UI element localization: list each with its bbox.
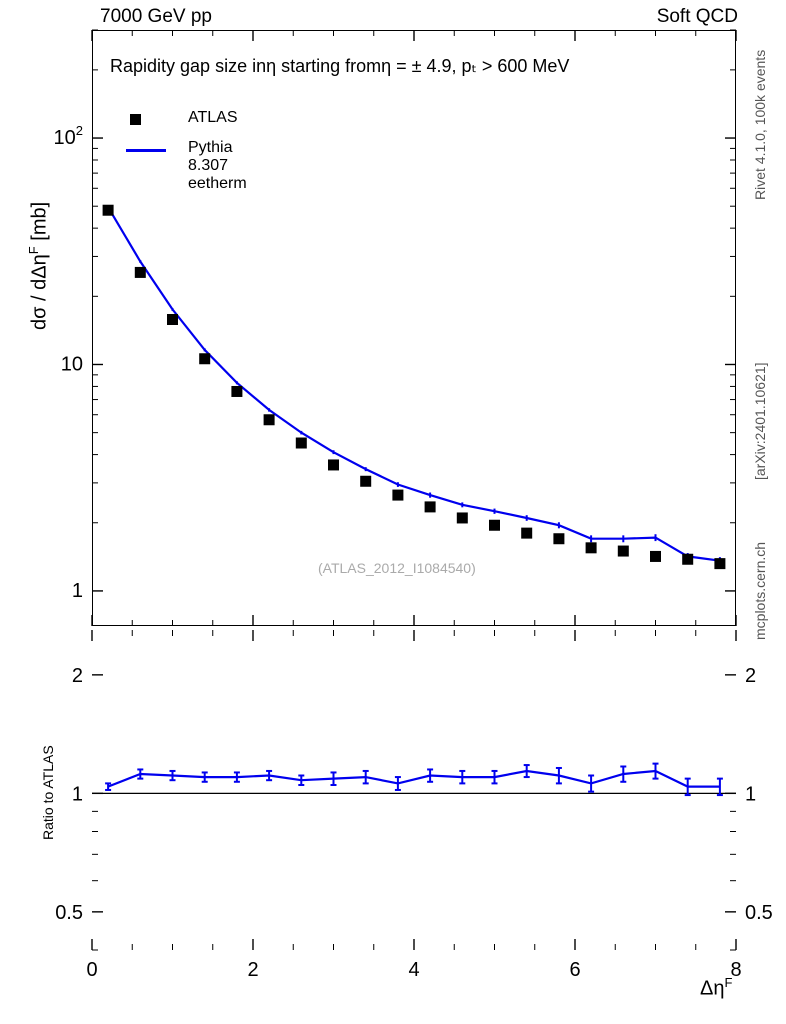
arxiv-label: [arXiv:2401.10621]: [752, 362, 768, 480]
y-tick-label-ratio-right: 1: [745, 783, 757, 806]
mcplots-label: mcplots.cern.ch: [752, 541, 768, 640]
mc-curve: [108, 207, 720, 561]
data-marker: [682, 554, 693, 565]
data-marker: [264, 414, 275, 425]
legend-label-mc: Pythia 8.307 eetherm: [188, 139, 247, 192]
y-tick-label-ratio: 2: [71, 664, 83, 687]
x-tick-label: 2: [247, 959, 259, 981]
header-process-label: Soft QCD: [656, 6, 738, 27]
data-marker: [618, 546, 629, 557]
y-tick-label-ratio-right: 0.5: [745, 901, 773, 924]
data-marker: [328, 459, 339, 470]
x-tick-label: 4: [408, 959, 420, 981]
plot-title: Rapidity gap size inη starting fromη = ± 4.9, pₜ > 600 MeV: [110, 56, 570, 76]
y-title-part2: [mb]: [28, 201, 51, 247]
ratio-curve: [108, 771, 720, 787]
data-marker: [392, 490, 403, 501]
x-tick-label: 0: [86, 959, 98, 981]
x-title-part1: Δη: [700, 977, 725, 1000]
data-marker: [103, 205, 114, 216]
data-marker: [135, 267, 146, 278]
data-marker: [714, 558, 725, 569]
y-tick-label-main: 1: [71, 579, 83, 602]
data-marker: [425, 501, 436, 512]
data-marker: [199, 353, 210, 364]
x-tick-label: 8: [730, 959, 742, 981]
data-marker: [457, 512, 468, 523]
header-beam-label: 7000 GeV pp: [100, 6, 212, 27]
data-marker: [586, 542, 597, 553]
y-title-sup: F: [26, 246, 41, 255]
data-marker: [650, 551, 661, 562]
ratio-y-axis-title: Ratio to ATLAS: [40, 745, 56, 840]
data-marker: [521, 528, 532, 539]
data-marker: [296, 438, 307, 449]
data-marker: [489, 520, 500, 531]
legend-label-data: ATLAS: [188, 109, 238, 126]
data-marker: [360, 476, 371, 487]
data-marker: [167, 314, 178, 325]
y-tick-label-ratio-right: 2: [745, 664, 757, 687]
data-marker: [231, 386, 242, 397]
y-tick-label-ratio: 1: [71, 783, 83, 806]
x-tick-label: 6: [569, 959, 581, 981]
data-marker: [553, 533, 564, 544]
y-tick-label-ratio: 0.5: [55, 901, 83, 924]
analysis-id-watermark: (ATLAS_2012_I1084540): [318, 560, 476, 576]
y-tick-label-main: $10^2$: [53, 123, 83, 150]
x-title-sup: F: [724, 975, 733, 990]
y-tick-label-main: 10: [60, 353, 83, 376]
y-title-part1: dσ / dΔη: [28, 254, 51, 330]
rivet-version-label: Rivet 4.1.0, 100k events: [752, 49, 768, 200]
